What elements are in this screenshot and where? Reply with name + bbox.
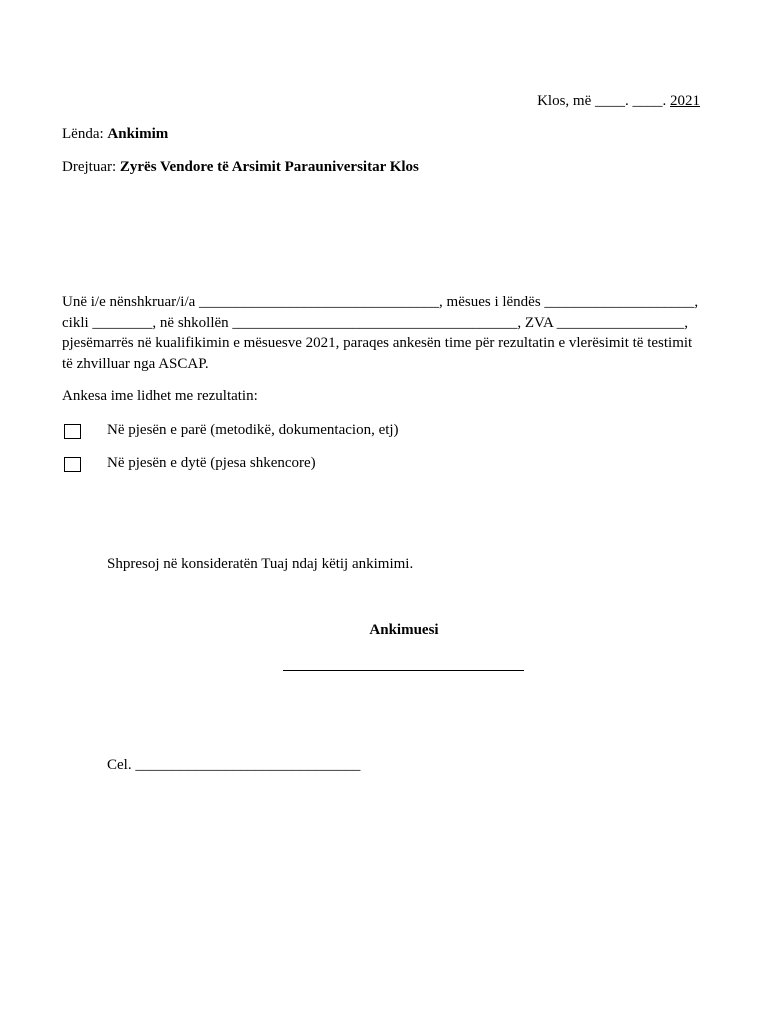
subject-value: Ankimim: [107, 126, 169, 142]
checkbox-first-part[interactable]: [64, 424, 81, 439]
subject-line: [62, 126, 168, 143]
addressee-value: Zyrës Vendore të Arsimit Parauniversitar Klos: [119, 159, 419, 175]
signer-label: Ankimuesi: [369, 622, 439, 638]
signature-line: [283, 670, 524, 671]
date-prefix: Klos, më ____. ____.: [537, 93, 670, 109]
phone-line: Cel. ______________________________: [107, 757, 361, 773]
statement-line-1: Unë i/e nënshkruar/i/a ________________________________, mësues i lëndës ____________________,: [62, 294, 699, 310]
date-year: 2021: [670, 93, 700, 109]
checkbox-second-part[interactable]: [64, 457, 81, 472]
closing-sentence: Shpresoj në konsideratën Tuaj ndaj këtij ankimimi.: [107, 556, 414, 572]
option-second-part-label: Në pjesën e dytë (pjesa shkencore): [107, 455, 316, 471]
complaint-intro: Ankesa ime lidhet me rezultatin:: [62, 388, 258, 404]
statement-line-4: të zhvilluar nga ASCAP.: [62, 356, 209, 373]
statement-line-2: cikli ________, në shkollën ______________________________________, ZVA _________________,: [62, 314, 688, 331]
addressee-line: [62, 159, 419, 176]
statement-paragraph: [62, 292, 704, 375]
option-first-part-label: Në pjesën e parë (metodikë, dokumentacion, etj): [107, 422, 399, 438]
subject-label: Lënda:: [62, 126, 104, 142]
addressee-label: Drejtuar:: [62, 159, 117, 175]
date-line: [537, 93, 700, 110]
statement-line-3: pjesëmarrës në kualifikimin e mësuesve 2021, paraqes ankesën time për rezultatin e vlerësimit të testimit: [62, 335, 693, 352]
